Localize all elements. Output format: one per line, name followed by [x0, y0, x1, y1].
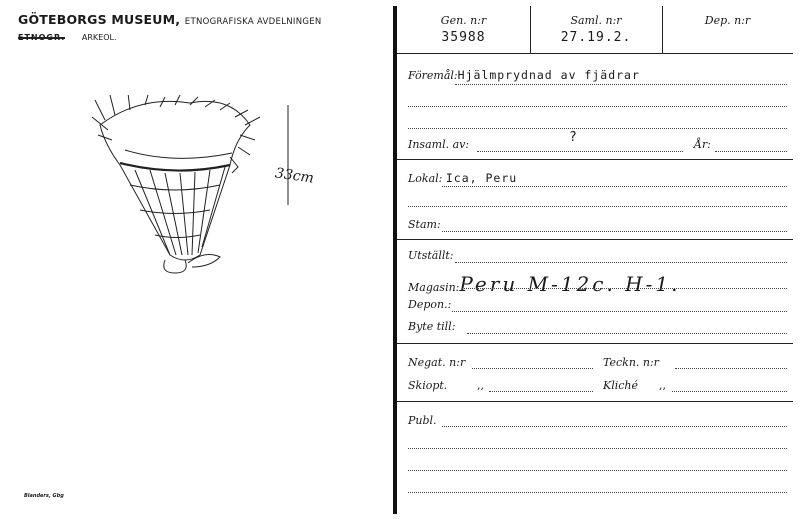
depon-label: Depon.: — [408, 298, 452, 311]
ar-line — [715, 151, 787, 152]
negat-label: Negat. n:r — [408, 356, 466, 369]
magasin-label: Magasin: — [408, 281, 460, 294]
saml-number-cell — [530, 6, 663, 53]
lokal-row — [408, 171, 517, 185]
foremal-line-2 — [408, 106, 787, 107]
stam-rule — [397, 239, 793, 240]
measurement-label: 33cm — [274, 165, 315, 187]
negat-line — [472, 368, 593, 369]
dep-number-cell — [662, 6, 793, 53]
insaml-value: ? — [569, 130, 578, 145]
gen-number-label: Gen. n:r — [440, 14, 487, 27]
byte-label: Byte till: — [408, 320, 456, 333]
teckn-label: Teckn. n:r — [603, 356, 659, 369]
magasin-line — [462, 288, 787, 289]
utstallt-line — [455, 262, 787, 263]
publ-line-2 — [408, 448, 787, 449]
lokal-line-2 — [408, 206, 787, 207]
arkeol-label: ARKEOL. — [81, 33, 117, 42]
museum-name: GÖTEBORGS MUSEUM, — [18, 12, 181, 27]
insaml-rule — [397, 159, 793, 160]
saml-number-value: 27.19.2. — [560, 30, 632, 45]
kliche-label: Kliché — [603, 379, 639, 392]
ar-label: År: — [694, 138, 711, 151]
publ-label: Publ. — [408, 414, 437, 427]
lokal-label: Lokal: — [408, 172, 443, 185]
header-rule — [397, 53, 793, 54]
foremal-value: Hjälmprydnad av fjädrar — [457, 68, 640, 82]
publ-line-3 — [408, 470, 787, 471]
foremal-row — [408, 68, 640, 82]
section-line — [18, 33, 117, 42]
catalog-card-form — [397, 6, 793, 514]
utstallt-label: Utställt: — [408, 249, 454, 262]
magasin-value: Peru M-12c. H-1. — [459, 272, 681, 296]
dep-number-label: Dep. n:r — [704, 14, 751, 27]
foremal-line — [455, 84, 787, 85]
gen-number-value: 35988 — [441, 30, 486, 45]
feather-headdress-drawing — [80, 95, 310, 285]
foremal-label: Föremål: — [408, 69, 458, 82]
department-name: ETNOGRAFISKA AVDELNINGEN — [184, 17, 322, 27]
insaml-line — [477, 151, 683, 152]
card-left-panel — [0, 0, 392, 519]
teckn-line — [675, 368, 787, 369]
stam-line — [442, 231, 787, 232]
skiopt-line — [489, 391, 593, 392]
insaml-label: Insaml. av: — [408, 138, 470, 151]
museum-header — [18, 12, 322, 27]
kliche-ditto: ,, — [659, 379, 666, 392]
publ-line-4 — [408, 492, 787, 493]
byte-line — [467, 333, 787, 334]
skiopt-label: Skiopt. — [408, 379, 448, 392]
byte-rule — [397, 343, 793, 344]
skiopt-rule — [397, 401, 793, 402]
kliche-line — [672, 391, 787, 392]
struck-section-label: ETNOGR. — [18, 33, 66, 42]
publ-line — [442, 426, 787, 427]
gen-number-cell — [397, 6, 531, 53]
printer-mark: Blanders, Gbg — [24, 493, 64, 499]
depon-line — [452, 311, 787, 312]
magasin-row — [408, 272, 680, 296]
lokal-line — [442, 186, 787, 187]
saml-number-label: Saml. n:r — [570, 14, 622, 27]
stam-label: Stam: — [408, 218, 441, 231]
lokal-value: Ica, Peru — [445, 171, 518, 185]
insaml-row — [408, 138, 469, 151]
foremal-line-3 — [408, 128, 787, 129]
skiopt-ditto: ,, — [477, 379, 484, 392]
